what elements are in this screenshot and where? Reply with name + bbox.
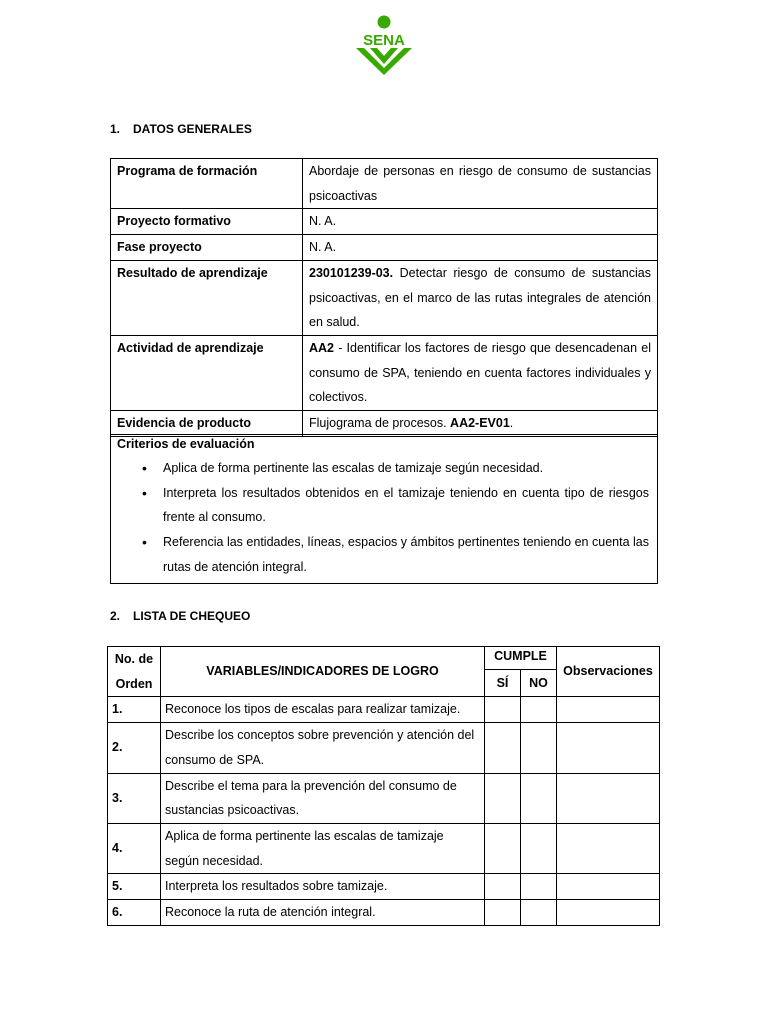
row-number: 4.: [108, 823, 161, 873]
row-number: 5.: [108, 874, 161, 900]
cumple-no-cell[interactable]: [521, 823, 557, 873]
section-heading-general: [110, 122, 252, 136]
cumple-no-cell[interactable]: [521, 697, 557, 723]
field-label: Resultado de aprendizaje: [111, 260, 303, 335]
cumple-si-cell[interactable]: [485, 697, 521, 723]
header-no: NO: [521, 669, 557, 697]
row-number: 3.: [108, 773, 161, 823]
value-text: Abordaje de personas en riesgo de consumo de sustancias psicoactivas: [309, 164, 651, 203]
checklist-row: [108, 874, 660, 900]
general-row: [111, 335, 658, 410]
cumple-si-cell[interactable]: [485, 823, 521, 873]
value-code: AA2-EV01: [450, 416, 510, 431]
checklist-table: [107, 646, 660, 926]
checklist-row: [108, 723, 660, 773]
row-number: 2.: [108, 723, 161, 773]
checklist-row: [108, 697, 660, 723]
observations-cell[interactable]: [557, 900, 660, 926]
criteria-item: • Interpreta los resultados obtenidos en el tamizaje teniendo en cuenta tipo de riesgos frente al consumo.: [111, 481, 657, 530]
sena-logo: [350, 14, 418, 76]
indicator-text: Reconoce la ruta de atención integral.: [161, 900, 485, 926]
row-number: 1.: [108, 697, 161, 723]
checklist-row: [108, 823, 660, 873]
value-code: AA2: [309, 340, 335, 355]
field-value: [303, 235, 658, 261]
observations-cell[interactable]: [557, 874, 660, 900]
header-observations: Observaciones: [557, 647, 660, 697]
value-text: Detectar riesgo de consumo de sustancias psicoactivas, en el marco de las rutas integrales de atención en salud.: [309, 265, 651, 330]
cumple-si-cell[interactable]: [485, 900, 521, 926]
observations-cell[interactable]: [557, 823, 660, 873]
cumple-si-cell[interactable]: [485, 773, 521, 823]
header-indicators: VARIABLES/INDICADORES DE LOGRO: [161, 647, 485, 697]
cumple-si-cell[interactable]: [485, 723, 521, 773]
value-text: Flujograma de procesos.: [309, 416, 451, 431]
value-text: .: [509, 416, 514, 431]
section-heading-checklist: [110, 609, 250, 623]
observations-cell[interactable]: [557, 697, 660, 723]
general-row: [111, 159, 658, 209]
field-value: [303, 335, 658, 410]
general-row: [111, 209, 658, 235]
observations-cell[interactable]: [557, 723, 660, 773]
section-number: 1.: [110, 122, 121, 136]
evaluation-criteria-box: [110, 434, 658, 584]
field-label: Programa de formación: [111, 159, 303, 209]
header-si: SÍ: [485, 669, 521, 697]
cumple-no-cell[interactable]: [521, 874, 557, 900]
value-text: N. A.: [309, 240, 337, 255]
field-label: Evidencia de producto: [111, 411, 303, 437]
field-value: [303, 159, 658, 209]
checklist-row: [108, 773, 660, 823]
value-text: - Identificar los factores de riesgo que desencadenan el consumo de SPA, teniendo en cuenta factores individuales y colectivos.: [309, 340, 651, 405]
field-value: [303, 260, 658, 335]
value-text: N. A.: [309, 214, 337, 229]
field-label: Fase proyecto: [111, 235, 303, 261]
field-label: Proyecto formativo: [111, 209, 303, 235]
section-number: 2.: [110, 609, 121, 623]
general-data-table: [110, 158, 658, 437]
cumple-no-cell[interactable]: [521, 773, 557, 823]
criteria-item: • Aplica de forma pertinente las escalas de tamizaje según necesidad.: [111, 456, 657, 481]
indicator-text: Aplica de forma pertinente las escalas de tamizaje según necesidad.: [161, 823, 485, 873]
criteria-list: [111, 456, 657, 580]
general-row: [111, 235, 658, 261]
header-order: No. de Orden: [108, 647, 161, 697]
indicator-text: Interpreta los resultados sobre tamizaje.: [161, 874, 485, 900]
observations-cell[interactable]: [557, 773, 660, 823]
criteria-title: Criterios de evaluación: [117, 437, 255, 451]
cumple-no-cell[interactable]: [521, 723, 557, 773]
header-cumple: CUMPLE: [485, 647, 557, 670]
cumple-no-cell[interactable]: [521, 900, 557, 926]
criteria-item: • Referencia las entidades, líneas, espacios y ámbitos pertinentes teniendo en cuenta las rutas de atención integral.: [111, 530, 657, 579]
row-number: 6.: [108, 900, 161, 926]
value-code: 230101239-03.: [309, 265, 394, 280]
checklist-row: [108, 900, 660, 926]
field-label: Actividad de aprendizaje: [111, 335, 303, 410]
section-title: LISTA DE CHEQUEO: [133, 609, 251, 623]
indicator-text: Reconoce los tipos de escalas para realizar tamizaje.: [161, 697, 485, 723]
section-title: DATOS GENERALES: [133, 122, 252, 136]
general-row: [111, 260, 658, 335]
indicator-text: Describe el tema para la prevención del consumo de sustancias psicoactivas.: [161, 773, 485, 823]
logo-wordmark: SENA: [363, 32, 405, 49]
field-value: [303, 209, 658, 235]
indicator-text: Describe los conceptos sobre prevención y atención del consumo de SPA.: [161, 723, 485, 773]
cumple-si-cell[interactable]: [485, 874, 521, 900]
field-value: [303, 411, 658, 437]
